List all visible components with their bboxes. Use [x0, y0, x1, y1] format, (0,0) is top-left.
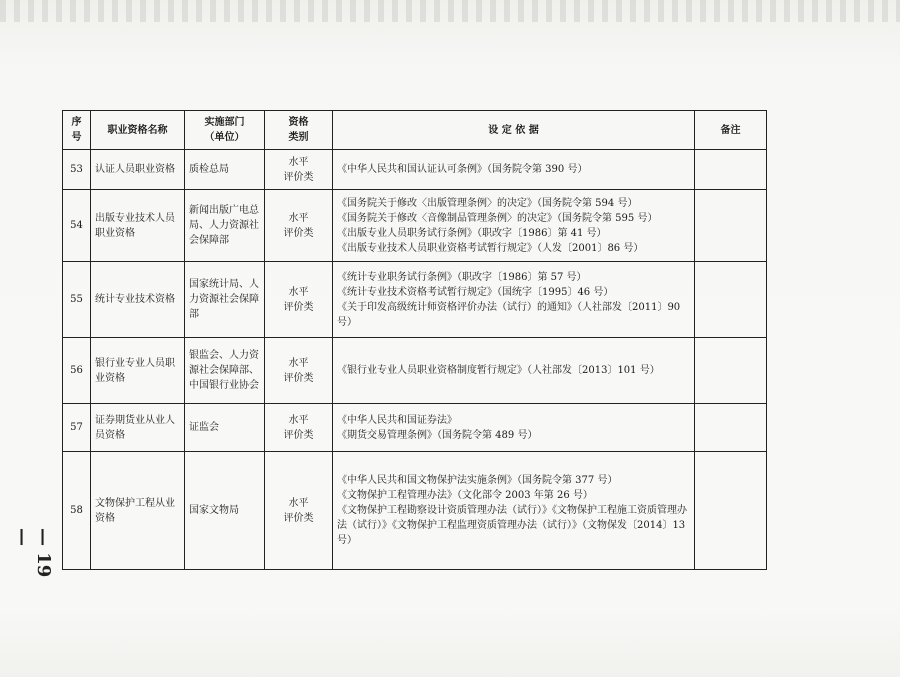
header-note: 备注	[695, 111, 767, 150]
header-dept-line2: （单位）	[204, 132, 245, 143]
cell-name: 统计专业技术资格	[91, 262, 185, 338]
basis-line: 《统计专业技术资格考试暂行规定》（国统字〔1995〕46 号）	[337, 286, 614, 298]
basis-line: 《关于印发高级统计师资格评价办法（试行）的通知》（人社部发〔2011〕90 号）	[337, 301, 681, 328]
basis-line: 《中华人民共和国认证认可条例》（国务院令第 390 号）	[337, 164, 588, 175]
previous-page-bleed	[0, 0, 900, 22]
cell-dept: 国家统计局、人力资源社会保障部	[185, 262, 265, 338]
basis-line: 《期货交易管理条例》（国务院令第 489 号）	[337, 429, 538, 441]
cell-note	[695, 338, 767, 404]
cell-note	[695, 190, 767, 262]
cell-dept: 新闻出版广电总局、人力资源社会保障部	[185, 190, 265, 262]
cell-basis	[333, 262, 695, 338]
cell-no: 57	[63, 404, 91, 452]
cell-note	[695, 404, 767, 452]
header-type-line2: 类别	[288, 132, 309, 143]
cell-dept: 国家文物局	[185, 452, 265, 570]
cell-basis	[333, 150, 695, 190]
header-no: 序号	[63, 111, 91, 150]
header-type-line1: 资格	[288, 117, 309, 128]
cell-no: 53	[63, 150, 91, 190]
header-dept-line1: 实施部门	[204, 117, 245, 128]
basis-line: 《统计专业职务试行条例》（职改字〔1986〕第 57 号）	[337, 271, 587, 283]
cell-type: 水平 评价类	[265, 404, 333, 452]
cell-name: 银行业专业人员职业资格	[91, 338, 185, 404]
cell-basis	[333, 404, 695, 452]
cell-basis	[333, 190, 695, 262]
basis-line: 《出版专业人员职务试行条例》（职改字〔1986〕第 41 号）	[337, 227, 607, 239]
cell-basis	[333, 338, 695, 404]
table-row	[63, 262, 767, 338]
cell-no: 58	[63, 452, 91, 570]
cell-type: 水平 评价类	[265, 190, 333, 262]
table-header-row	[63, 111, 767, 150]
cell-dept: 银监会、人力资源社会保障部、中国银行业协会	[185, 338, 265, 404]
basis-line: 《文物保护工程勘察设计资质管理办法（试行）》《文物保护工程施工资质管理办法（试行）》《文物保护工程监理资质管理办法（试行）》（文物保发〔2014〕13 号）	[337, 505, 687, 546]
cell-no: 55	[63, 262, 91, 338]
cell-type: 水平 评价类	[265, 452, 333, 570]
cell-note	[695, 262, 767, 338]
header-dept	[185, 111, 265, 150]
header-name: 职业资格名称	[91, 111, 185, 150]
cell-note	[695, 150, 767, 190]
cell-type: 水平 评价类	[265, 262, 333, 338]
cell-no: 56	[63, 338, 91, 404]
basis-line: 《文物保护工程管理办法》（文化部令 2003 年第 26 号）	[337, 490, 593, 501]
cell-dept: 证监会	[185, 404, 265, 452]
cell-name: 认证人员职业资格	[91, 150, 185, 190]
basis-line: 《中华人民共和国证券法》	[337, 414, 457, 426]
cell-basis	[333, 452, 695, 570]
table-row	[63, 452, 767, 570]
cell-name: 文物保护工程从业资格	[91, 452, 185, 570]
table-row	[63, 404, 767, 452]
cell-dept: 质检总局	[185, 150, 265, 190]
basis-line: 《出版专业技术人员职业资格考试暂行规定》（人发〔2001〕86 号）	[337, 242, 644, 254]
header-basis: 设 定 依 据	[333, 111, 695, 150]
basis-line: 《国务院关于修改〈出版管理条例〉的决定》（国务院令第 594 号）	[337, 197, 638, 209]
basis-line: 《银行业专业人员职业资格制度暂行规定》（人社部发〔2013〕101 号）	[337, 365, 660, 376]
page-number: — 19 —	[12, 528, 54, 578]
cell-note	[695, 452, 767, 570]
cell-type: 水平 评价类	[265, 338, 333, 404]
basis-line: 《国务院关于修改〈音像制品管理条例〉的决定》（国务院令第 595 号）	[337, 212, 658, 224]
qualification-table	[62, 110, 767, 570]
cell-name: 出版专业技术人员职业资格	[91, 190, 185, 262]
table-row	[63, 190, 767, 262]
cell-type: 水平 评价类	[265, 150, 333, 190]
table-row	[63, 150, 767, 190]
cell-no: 54	[63, 190, 91, 262]
cell-name: 证券期货业从业人员资格	[91, 404, 185, 452]
table-row	[63, 338, 767, 404]
basis-line: 《中华人民共和国文物保护法实施条例》（国务院令第 377 号）	[337, 475, 618, 486]
header-type	[265, 111, 333, 150]
